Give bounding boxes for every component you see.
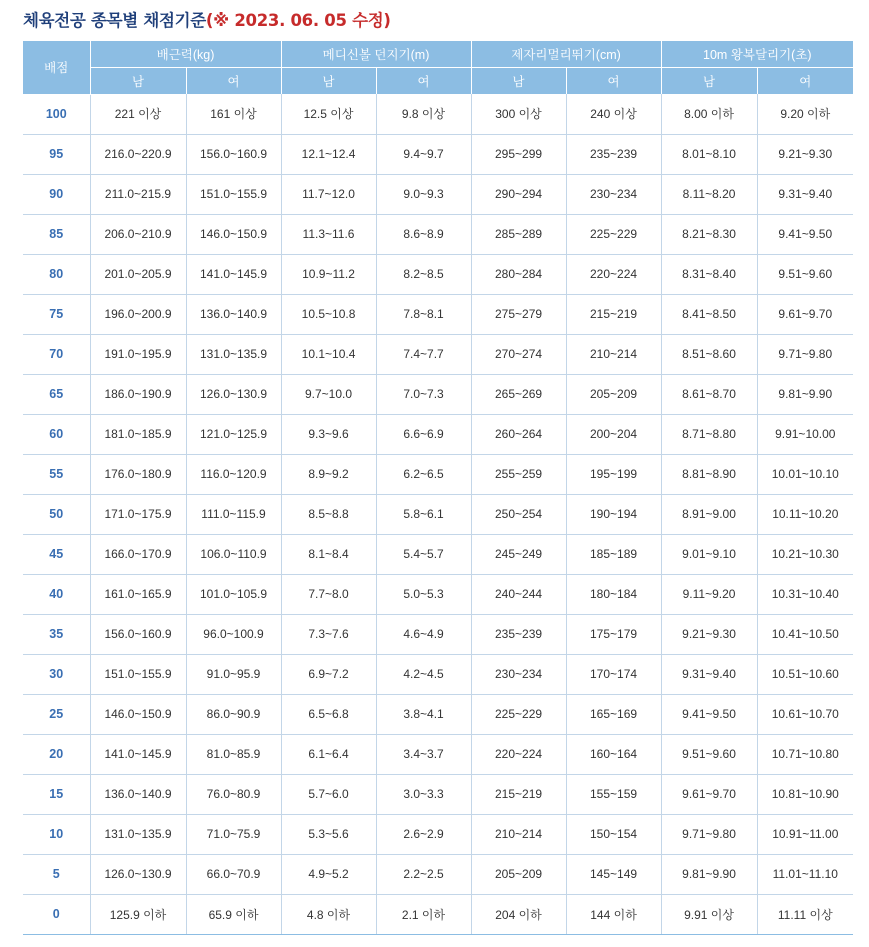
back-strength-male-cell: 196.0~200.9 (90, 294, 186, 334)
medicine-ball-male-cell: 10.9~11.2 (281, 254, 376, 294)
table-row (23, 534, 853, 574)
back-strength-male-cell: 211.0~215.9 (90, 174, 186, 214)
score-cell: 25 (23, 694, 90, 734)
score-cell: 40 (23, 574, 90, 614)
medicine-ball-female-cell: 6.2~6.5 (376, 454, 471, 494)
long-jump-female-cell: 220~224 (566, 254, 661, 294)
long-jump-male-cell: 300 이상 (471, 94, 566, 134)
page-title-main: 체육전공 종목별 채점기준 (23, 11, 206, 30)
medicine-ball-female-cell: 7.0~7.3 (376, 374, 471, 414)
gender-header-male: 남 (90, 68, 186, 95)
medicine-ball-male-cell: 8.5~8.8 (281, 494, 376, 534)
shuttle-run-male-cell: 8.91~9.00 (661, 494, 757, 534)
long-jump-male-cell: 215~219 (471, 774, 566, 814)
long-jump-female-cell: 160~164 (566, 734, 661, 774)
long-jump-female-cell: 144 이하 (566, 894, 661, 934)
medicine-ball-male-cell: 8.1~8.4 (281, 534, 376, 574)
gender-header-female: 여 (186, 68, 281, 95)
shuttle-run-female-cell: 9.21~9.30 (757, 134, 853, 174)
long-jump-male-cell: 275~279 (471, 294, 566, 334)
long-jump-male-cell: 205~209 (471, 854, 566, 894)
long-jump-male-cell: 255~259 (471, 454, 566, 494)
back-strength-female-cell: 111.0~115.9 (186, 494, 281, 534)
shuttle-run-male-cell: 9.21~9.30 (661, 614, 757, 654)
long-jump-female-cell: 180~184 (566, 574, 661, 614)
long-jump-female-cell: 155~159 (566, 774, 661, 814)
back-strength-female-cell: 116.0~120.9 (186, 454, 281, 494)
long-jump-female-cell: 150~154 (566, 814, 661, 854)
shuttle-run-female-cell: 9.41~9.50 (757, 214, 853, 254)
score-cell: 70 (23, 334, 90, 374)
back-strength-male-cell: 201.0~205.9 (90, 254, 186, 294)
table-row (23, 94, 853, 134)
long-jump-male-cell: 280~284 (471, 254, 566, 294)
long-jump-male-cell: 225~229 (471, 694, 566, 734)
long-jump-female-cell: 195~199 (566, 454, 661, 494)
back-strength-male-cell: 136.0~140.9 (90, 774, 186, 814)
back-strength-male-cell: 141.0~145.9 (90, 734, 186, 774)
shuttle-run-male-cell: 9.71~9.80 (661, 814, 757, 854)
shuttle-run-male-cell: 8.71~8.80 (661, 414, 757, 454)
scoring-table (23, 41, 853, 935)
medicine-ball-male-cell: 11.3~11.6 (281, 214, 376, 254)
table-row (23, 454, 853, 494)
score-cell: 30 (23, 654, 90, 694)
back-strength-female-cell: 126.0~130.9 (186, 374, 281, 414)
page-title (23, 7, 391, 31)
back-strength-female-cell: 81.0~85.9 (186, 734, 281, 774)
back-strength-male-cell: 171.0~175.9 (90, 494, 186, 534)
long-jump-female-cell: 235~239 (566, 134, 661, 174)
medicine-ball-female-cell: 3.8~4.1 (376, 694, 471, 734)
long-jump-male-cell: 230~234 (471, 654, 566, 694)
event-header-standing-long-jump: 제자리멀리뛰기(cm) (471, 41, 661, 68)
revision-note: (※ 2023. 06. 05 수정) (205, 11, 391, 30)
back-strength-male-cell: 166.0~170.9 (90, 534, 186, 574)
back-strength-female-cell: 101.0~105.9 (186, 574, 281, 614)
shuttle-run-male-cell: 9.51~9.60 (661, 734, 757, 774)
shuttle-run-male-cell: 8.41~8.50 (661, 294, 757, 334)
back-strength-male-cell: 151.0~155.9 (90, 654, 186, 694)
table-row (23, 734, 853, 774)
table-row (23, 374, 853, 414)
shuttle-run-female-cell: 11.01~11.10 (757, 854, 853, 894)
long-jump-female-cell: 165~169 (566, 694, 661, 734)
table-row (23, 654, 853, 694)
medicine-ball-female-cell: 8.2~8.5 (376, 254, 471, 294)
back-strength-female-cell: 96.0~100.9 (186, 614, 281, 654)
back-strength-female-cell: 65.9 이하 (186, 894, 281, 934)
score-cell: 80 (23, 254, 90, 294)
back-strength-male-cell: 126.0~130.9 (90, 854, 186, 894)
score-cell: 20 (23, 734, 90, 774)
back-strength-female-cell: 141.0~145.9 (186, 254, 281, 294)
medicine-ball-male-cell: 6.5~6.8 (281, 694, 376, 734)
back-strength-female-cell: 151.0~155.9 (186, 174, 281, 214)
shuttle-run-male-cell: 8.31~8.40 (661, 254, 757, 294)
long-jump-female-cell: 225~229 (566, 214, 661, 254)
back-strength-male-cell: 216.0~220.9 (90, 134, 186, 174)
medicine-ball-female-cell: 3.4~3.7 (376, 734, 471, 774)
back-strength-male-cell: 131.0~135.9 (90, 814, 186, 854)
medicine-ball-female-cell: 2.2~2.5 (376, 854, 471, 894)
score-cell: 35 (23, 614, 90, 654)
shuttle-run-male-cell: 8.00 이하 (661, 94, 757, 134)
shuttle-run-female-cell: 10.71~10.80 (757, 734, 853, 774)
long-jump-female-cell: 230~234 (566, 174, 661, 214)
back-strength-male-cell: 186.0~190.9 (90, 374, 186, 414)
table-row (23, 334, 853, 374)
table-row (23, 214, 853, 254)
medicine-ball-female-cell: 7.8~8.1 (376, 294, 471, 334)
medicine-ball-female-cell: 7.4~7.7 (376, 334, 471, 374)
long-jump-female-cell: 190~194 (566, 494, 661, 534)
table-row (23, 294, 853, 334)
table-row (23, 414, 853, 454)
score-cell: 10 (23, 814, 90, 854)
shuttle-run-female-cell: 9.51~9.60 (757, 254, 853, 294)
shuttle-run-female-cell: 10.81~10.90 (757, 774, 853, 814)
long-jump-male-cell: 265~269 (471, 374, 566, 414)
event-header-medicine-ball: 메디신볼 던지기(m) (281, 41, 471, 68)
long-jump-male-cell: 250~254 (471, 494, 566, 534)
gender-header-female: 여 (566, 68, 661, 95)
back-strength-female-cell: 86.0~90.9 (186, 694, 281, 734)
back-strength-male-cell: 206.0~210.9 (90, 214, 186, 254)
table-row (23, 134, 853, 174)
table-row (23, 254, 853, 294)
long-jump-male-cell: 270~274 (471, 334, 566, 374)
back-strength-female-cell: 146.0~150.9 (186, 214, 281, 254)
shuttle-run-female-cell: 10.41~10.50 (757, 614, 853, 654)
shuttle-run-female-cell: 9.91~10.00 (757, 414, 853, 454)
medicine-ball-female-cell: 5.8~6.1 (376, 494, 471, 534)
shuttle-run-male-cell: 8.11~8.20 (661, 174, 757, 214)
score-cell: 65 (23, 374, 90, 414)
back-strength-female-cell: 121.0~125.9 (186, 414, 281, 454)
back-strength-female-cell: 66.0~70.9 (186, 854, 281, 894)
long-jump-male-cell: 295~299 (471, 134, 566, 174)
table-row (23, 894, 853, 934)
medicine-ball-male-cell: 9.3~9.6 (281, 414, 376, 454)
back-strength-female-cell: 91.0~95.9 (186, 654, 281, 694)
medicine-ball-female-cell: 9.4~9.7 (376, 134, 471, 174)
shuttle-run-female-cell: 10.61~10.70 (757, 694, 853, 734)
score-cell: 5 (23, 854, 90, 894)
table-body (23, 94, 853, 934)
medicine-ball-male-cell: 7.7~8.0 (281, 574, 376, 614)
long-jump-male-cell: 220~224 (471, 734, 566, 774)
back-strength-female-cell: 136.0~140.9 (186, 294, 281, 334)
medicine-ball-female-cell: 8.6~8.9 (376, 214, 471, 254)
score-cell: 60 (23, 414, 90, 454)
shuttle-run-male-cell: 9.31~9.40 (661, 654, 757, 694)
shuttle-run-female-cell: 9.20 이하 (757, 94, 853, 134)
shuttle-run-female-cell: 10.01~10.10 (757, 454, 853, 494)
header-row-gender (23, 68, 853, 95)
medicine-ball-female-cell: 9.8 이상 (376, 94, 471, 134)
long-jump-female-cell: 175~179 (566, 614, 661, 654)
back-strength-male-cell: 181.0~185.9 (90, 414, 186, 454)
gender-header-male: 남 (661, 68, 757, 95)
medicine-ball-female-cell: 3.0~3.3 (376, 774, 471, 814)
back-strength-male-cell: 221 이상 (90, 94, 186, 134)
medicine-ball-male-cell: 7.3~7.6 (281, 614, 376, 654)
medicine-ball-female-cell: 5.0~5.3 (376, 574, 471, 614)
long-jump-male-cell: 260~264 (471, 414, 566, 454)
shuttle-run-female-cell: 9.71~9.80 (757, 334, 853, 374)
shuttle-run-female-cell: 10.91~11.00 (757, 814, 853, 854)
table-row (23, 574, 853, 614)
shuttle-run-female-cell: 9.31~9.40 (757, 174, 853, 214)
shuttle-run-male-cell: 9.81~9.90 (661, 854, 757, 894)
long-jump-female-cell: 240 이상 (566, 94, 661, 134)
long-jump-male-cell: 245~249 (471, 534, 566, 574)
back-strength-male-cell: 156.0~160.9 (90, 614, 186, 654)
gender-header-female: 여 (376, 68, 471, 95)
back-strength-female-cell: 131.0~135.9 (186, 334, 281, 374)
medicine-ball-male-cell: 8.9~9.2 (281, 454, 376, 494)
shuttle-run-male-cell: 9.41~9.50 (661, 694, 757, 734)
long-jump-male-cell: 240~244 (471, 574, 566, 614)
long-jump-female-cell: 200~204 (566, 414, 661, 454)
long-jump-female-cell: 170~174 (566, 654, 661, 694)
table-row (23, 694, 853, 734)
score-cell: 0 (23, 894, 90, 934)
medicine-ball-male-cell: 12.1~12.4 (281, 134, 376, 174)
medicine-ball-female-cell: 4.6~4.9 (376, 614, 471, 654)
shuttle-run-male-cell: 9.61~9.70 (661, 774, 757, 814)
medicine-ball-male-cell: 6.9~7.2 (281, 654, 376, 694)
medicine-ball-male-cell: 5.7~6.0 (281, 774, 376, 814)
back-strength-male-cell: 191.0~195.9 (90, 334, 186, 374)
table-row (23, 494, 853, 534)
back-strength-female-cell: 71.0~75.9 (186, 814, 281, 854)
shuttle-run-male-cell: 8.81~8.90 (661, 454, 757, 494)
shuttle-run-female-cell: 10.21~10.30 (757, 534, 853, 574)
medicine-ball-male-cell: 11.7~12.0 (281, 174, 376, 214)
back-strength-female-cell: 76.0~80.9 (186, 774, 281, 814)
back-strength-female-cell: 161 이상 (186, 94, 281, 134)
shuttle-run-female-cell: 10.31~10.40 (757, 574, 853, 614)
shuttle-run-female-cell: 9.61~9.70 (757, 294, 853, 334)
back-strength-male-cell: 161.0~165.9 (90, 574, 186, 614)
score-cell: 45 (23, 534, 90, 574)
shuttle-run-female-cell: 9.81~9.90 (757, 374, 853, 414)
event-header-back-strength: 배근력(kg) (90, 41, 281, 68)
long-jump-male-cell: 210~214 (471, 814, 566, 854)
shuttle-run-male-cell: 9.11~9.20 (661, 574, 757, 614)
medicine-ball-female-cell: 2.1 이하 (376, 894, 471, 934)
table-row (23, 174, 853, 214)
gender-header-female: 여 (757, 68, 853, 95)
long-jump-male-cell: 235~239 (471, 614, 566, 654)
medicine-ball-male-cell: 9.7~10.0 (281, 374, 376, 414)
shuttle-run-female-cell: 10.51~10.60 (757, 654, 853, 694)
table-row (23, 774, 853, 814)
score-cell: 85 (23, 214, 90, 254)
medicine-ball-female-cell: 6.6~6.9 (376, 414, 471, 454)
shuttle-run-male-cell: 8.51~8.60 (661, 334, 757, 374)
score-cell: 95 (23, 134, 90, 174)
back-strength-female-cell: 106.0~110.9 (186, 534, 281, 574)
long-jump-male-cell: 285~289 (471, 214, 566, 254)
medicine-ball-female-cell: 4.2~4.5 (376, 654, 471, 694)
medicine-ball-male-cell: 5.3~5.6 (281, 814, 376, 854)
medicine-ball-male-cell: 6.1~6.4 (281, 734, 376, 774)
medicine-ball-male-cell: 4.8 이하 (281, 894, 376, 934)
event-header-shuttle-run: 10m 왕복달리기(초) (661, 41, 853, 68)
table-row (23, 854, 853, 894)
long-jump-male-cell: 204 이하 (471, 894, 566, 934)
score-cell: 55 (23, 454, 90, 494)
medicine-ball-male-cell: 10.5~10.8 (281, 294, 376, 334)
medicine-ball-male-cell: 10.1~10.4 (281, 334, 376, 374)
shuttle-run-male-cell: 8.21~8.30 (661, 214, 757, 254)
long-jump-male-cell: 290~294 (471, 174, 566, 214)
back-strength-male-cell: 176.0~180.9 (90, 454, 186, 494)
back-strength-male-cell: 125.9 이하 (90, 894, 186, 934)
score-cell: 90 (23, 174, 90, 214)
gender-header-male: 남 (471, 68, 566, 95)
score-cell: 100 (23, 94, 90, 134)
medicine-ball-male-cell: 12.5 이상 (281, 94, 376, 134)
medicine-ball-female-cell: 2.6~2.9 (376, 814, 471, 854)
score-cell: 75 (23, 294, 90, 334)
table-header (23, 41, 853, 94)
score-cell: 15 (23, 774, 90, 814)
long-jump-female-cell: 205~209 (566, 374, 661, 414)
score-column-header: 배점 (23, 41, 90, 94)
long-jump-female-cell: 215~219 (566, 294, 661, 334)
shuttle-run-female-cell: 10.11~10.20 (757, 494, 853, 534)
back-strength-male-cell: 146.0~150.9 (90, 694, 186, 734)
table-row (23, 614, 853, 654)
medicine-ball-female-cell: 5.4~5.7 (376, 534, 471, 574)
medicine-ball-female-cell: 9.0~9.3 (376, 174, 471, 214)
long-jump-female-cell: 210~214 (566, 334, 661, 374)
long-jump-female-cell: 145~149 (566, 854, 661, 894)
shuttle-run-male-cell: 9.01~9.10 (661, 534, 757, 574)
shuttle-run-male-cell: 8.61~8.70 (661, 374, 757, 414)
header-row-events (23, 41, 853, 68)
back-strength-female-cell: 156.0~160.9 (186, 134, 281, 174)
shuttle-run-male-cell: 9.91 이상 (661, 894, 757, 934)
table-row (23, 814, 853, 854)
shuttle-run-female-cell: 11.11 이상 (757, 894, 853, 934)
shuttle-run-male-cell: 8.01~8.10 (661, 134, 757, 174)
gender-header-male: 남 (281, 68, 376, 95)
score-cell: 50 (23, 494, 90, 534)
medicine-ball-male-cell: 4.9~5.2 (281, 854, 376, 894)
long-jump-female-cell: 185~189 (566, 534, 661, 574)
